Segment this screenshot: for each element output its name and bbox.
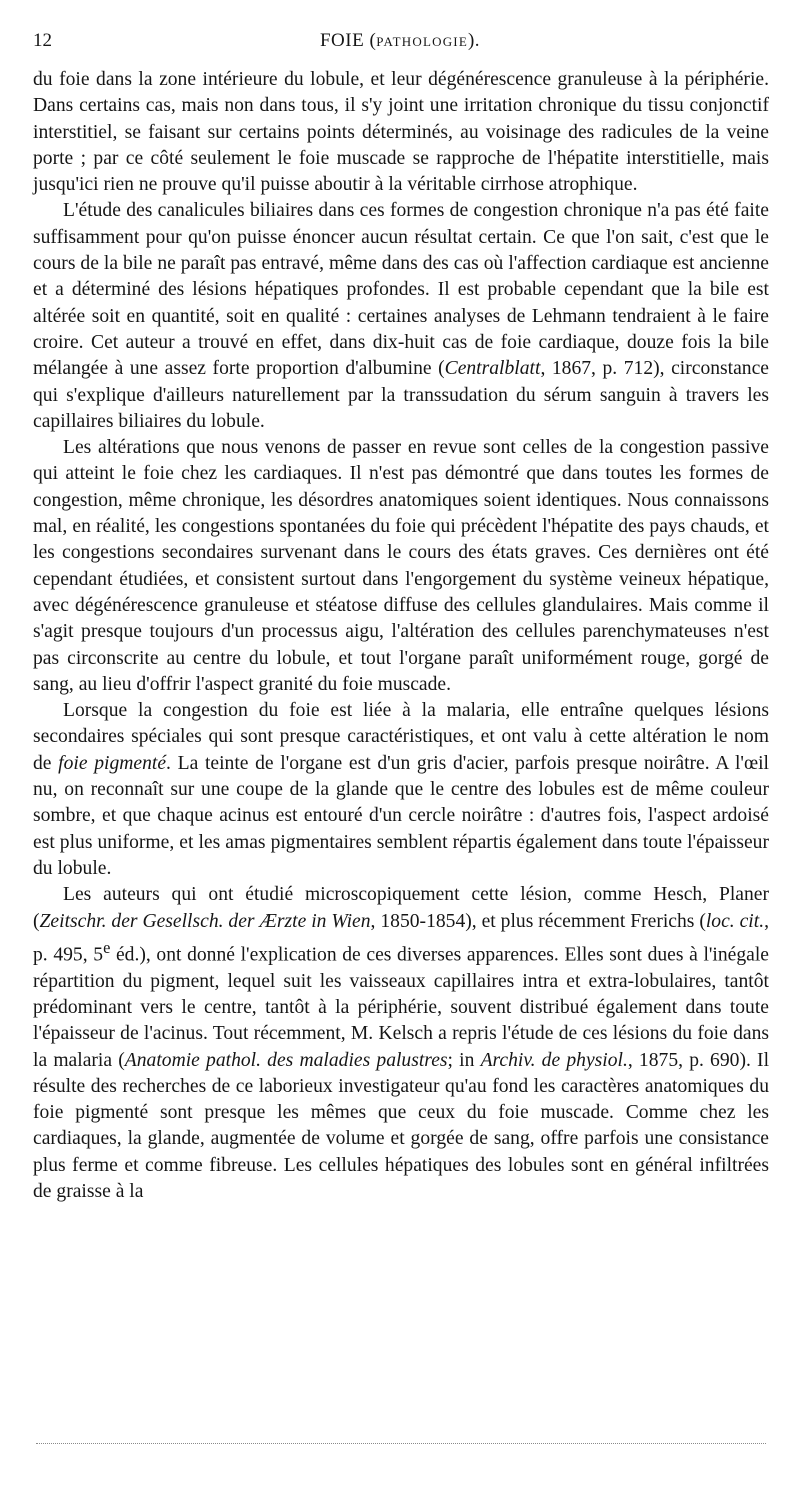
paragraph-2: [33, 198, 769, 435]
paragraph-5: [33, 882, 769, 1205]
citation-archiv-physiol: Archiv. de physiol.: [480, 1049, 628, 1071]
running-title: [33, 30, 767, 52]
citation-centralblatt: Centralblatt: [444, 358, 541, 380]
running-title-main: FOIE: [319, 30, 365, 51]
footer-dotted-rule: [36, 1443, 766, 1444]
paragraph-4-text-b: . La teinte de l'organe est d'un gris d'acier, parfois presque noirâtre. A l'œil nu, on reconnaît sur une coupe de la glande que le centre des lobules est de même couleur sombre, et que chaque acinus est entouré d'un cercle noirâtre : d'autres fois, l'aspect ardoisé est plus uniforme, et les amas pigmentaires semblent répartis également dans toute l'épaisseur du lobule.: [33, 752, 769, 879]
running-title-paren-close: ).: [467, 30, 481, 51]
paragraph-3: Les altérations que nous venons de passer en revue sont celles de la congestion passive qui atteint le foie chez les cardiaques. Il n'est pas démontré que dans toutes les formes de congestion, même chronique, les désordres anatomiques soient identiques. Nous connaissons mal, en réalité, les congestions spontanées du foie qui précèdent l'hépatite des pays chauds, et les congestions secondaires survenant dans le cours des états graves. Ces dernières ont été cependant étudiées, et consistent surtout dans l'engorgement du système veineux hépatique, avec dégénérescence granuleuse et stéatose diffuse des cellules glandulaires. Mais comme il s'agit presque toujours d'un processus aigu, l'altération des cellules parenchymateuses n'est pas circonscrite au centre du lobule, et tout l'organe paraît uniformément rouge, gorgé de sang, au lieu d'offrir l'aspect granité du foie muscade.: [33, 437, 769, 695]
citation-loc-cit: loc. cit.: [705, 910, 765, 932]
body-text: [33, 67, 769, 1205]
paragraph-2-text-b: , 1867, p. 712), circonstance qui s'explique d'ailleurs naturellement par la transsudation du sérum sanguin à travers les capillaires biliaires du lobule.: [33, 358, 769, 432]
citation-anatomie-pathol: Anatomie pathol. des maladies palustres: [124, 1049, 448, 1071]
paragraph-2-text-a: L'étude des canalicules biliaires dans ces formes de congestion chronique n'a pas été faite suffisamment pour qu'on puisse énoncer aucun résultat certain. Ce que l'on sait, c'est que le cours de la bile ne paraît pas entravé, même dans des cas où l'affection cardiaque est ancienne et a déterminé des lésions hépatiques profondes. Il est probable cependant que la bile est altérée soit en quantité, soit en qualité : certaines analyses de Lehmann tendraient à le faire croire. Cet auteur a trouvé en effet, dans dix-huit cas de foie cardiaque, douze fois la bile mélangée à une assez forte proportion d'albumine (: [33, 200, 769, 380]
paragraph-5-text-f: , 1875, p. 690). Il résulte des recherches de ce laborieux investigateur qu'au fond les caractères anatomiques du foie pigmenté sont presque les mêmes que ceux du foie muscade. Comme chez les cardiaques, la glande, augmentée de volume et gorgée de sang, offre parfois une consistance plus ferme et comme fibreuse. Les cellules hépatiques des lobules sont en général infiltrées de graisse à la: [33, 1049, 770, 1202]
paragraph-5-text-d: éd.), ont donné l'explication de ces diverses apparences. Elles sont dues à l'inégale répartition du pigment, lequel suit les vaisseaux capillaires intra et extra-lobulaires, tantôt prédominant vers le centre, tantôt à la périphérie, souvent distribué également dans toute l'épaisseur de l'acinus. Tout récemment, M. Kelsch a repris l'étude de ces lésions du foie dans la malaria (: [33, 944, 769, 1071]
term-foie-pigmente: foie pigmenté: [58, 752, 167, 774]
paragraph-5-text-a: Les auteurs qui ont étudié microscopiquement cette lésion, comme Hesch, Planer (: [33, 884, 769, 932]
paragraph-4-text-a: Lorsque la congestion du foie est liée à la malaria, elle entraîne quelques lésions secondaires spéciales qui sont presque caractéristiques, et ont valu à cette altération le nom de: [33, 700, 769, 774]
running-title-paren-open: (: [364, 30, 377, 51]
paragraph-5-text-b: , 1850-1854), et plus récemment Frerichs (: [370, 910, 706, 932]
paragraph-5-text-c: , p. 495, 5: [33, 910, 770, 966]
citation-zeitschr: Zeitschr. der Gesellsch. der Ærzte in Wien: [39, 910, 371, 932]
page-header: [33, 30, 767, 54]
paragraph-4: [33, 698, 769, 882]
edition-superscript: e: [103, 937, 111, 957]
paragraph-1: du foie dans la zone intérieure du lobule, et leur dégénérescence granuleuse à la périphérie. Dans certains cas, mais non dans tous, il s'y joint une irritation chronique du tissu conjonctif interstitiel, se faisant sur certains points déterminés, au voisinage des radicules de la veine porte ; par ce côté seulement le foie muscade se rapproche de l'hépatite interstitielle, mais jusqu'ici rien ne prouve qu'il puisse aboutir à la véritable cirrhose atrophique.: [33, 69, 769, 196]
paragraph-5-text-e: ; in: [447, 1049, 481, 1071]
page-number: 12: [33, 30, 52, 51]
running-title-sub: PATHOLOGIE: [376, 34, 468, 49]
